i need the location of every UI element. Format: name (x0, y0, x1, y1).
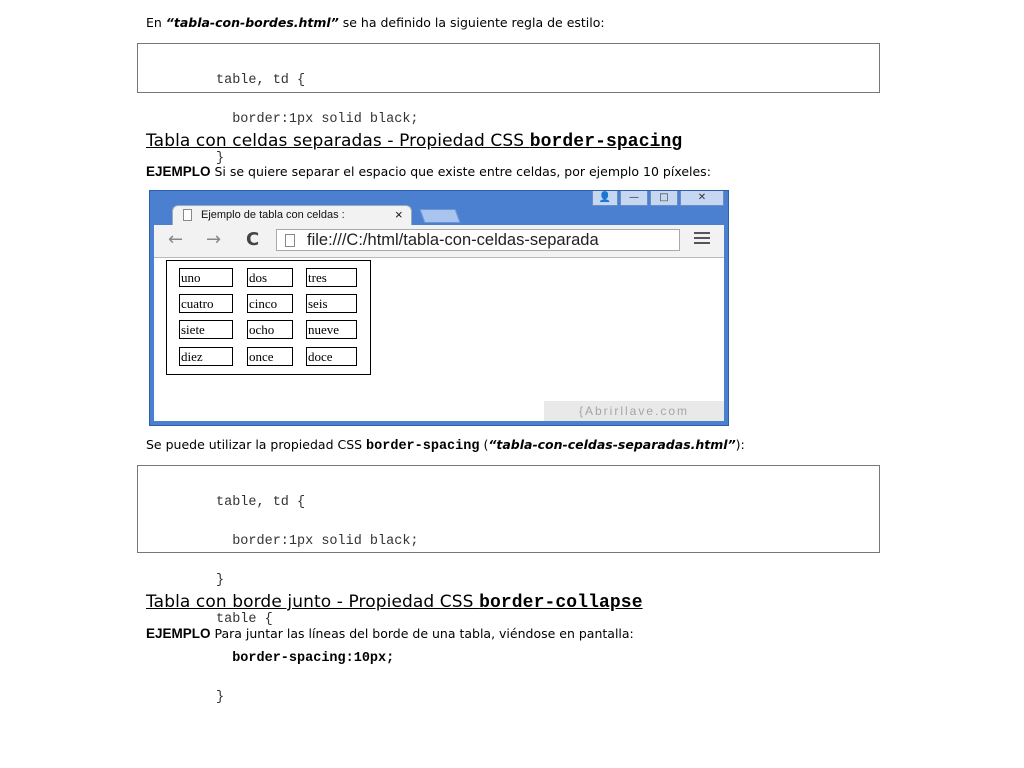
browser-tab[interactable] (172, 205, 412, 225)
code-line: table, td { (216, 495, 306, 510)
para-prefix: Se puede utilizar la propiedad CSS (146, 437, 367, 452)
table-cell: doce (306, 347, 357, 366)
intro-paragraph (146, 15, 605, 30)
code-line: border:1px solid black; (216, 112, 419, 127)
maximize-icon[interactable]: □ (650, 191, 678, 206)
menu-icon[interactable] (694, 232, 710, 247)
page-icon (183, 209, 192, 221)
watermark-logo: {Abrirllave.com (544, 401, 724, 421)
heading-text: Tabla con borde junto - Propiedad CSS (146, 592, 480, 612)
heading-code: border-spacing (529, 132, 683, 152)
table-cell: tres (306, 268, 357, 287)
table-cell: nueve (306, 320, 357, 339)
example-text: Si se quiere separar el espacio que existe entre celdas, por ejemplo 10 píxeles: (210, 164, 711, 179)
tab-close-icon[interactable]: × (395, 207, 403, 222)
browser-screenshot (149, 190, 729, 426)
forward-arrow-icon[interactable]: → (206, 229, 222, 250)
minimize-icon[interactable]: — (620, 191, 648, 206)
section-heading-border-spacing (146, 131, 682, 152)
table-cell: cinco (247, 294, 293, 313)
intro-prefix: En (146, 15, 166, 30)
para-middle: ( (479, 437, 489, 452)
table-cell: uno (179, 268, 233, 287)
table-cell: siete (179, 320, 233, 339)
para-code: border-spacing (366, 439, 480, 454)
table-cell: diez (179, 347, 233, 366)
code-line: border:1px solid black; (216, 534, 419, 549)
example-paragraph-collapse (146, 626, 634, 641)
spaced-table (166, 260, 371, 375)
window-controls (592, 191, 724, 209)
browser-toolbar (154, 225, 724, 258)
tab-title: Ejemplo de tabla con celdas : (201, 209, 345, 221)
page-icon (285, 234, 295, 247)
tab-strip (150, 191, 728, 225)
url-text: file:///C:/html/tabla-con-celdas-separada (307, 231, 599, 249)
reload-icon[interactable]: C (246, 229, 260, 250)
heading-text: Tabla con celdas separadas - Propiedad CSS (146, 131, 530, 151)
para-suffix: ): (735, 437, 745, 452)
table-cell: seis (306, 294, 357, 313)
browser-viewport (154, 258, 724, 421)
table-cell: once (247, 347, 293, 366)
example-text: Para juntar las líneas del borde de una tabla, viéndose en pantalla: (210, 626, 634, 641)
example-label: EJEMPLO (146, 626, 211, 641)
user-icon[interactable]: 👤 (592, 191, 618, 206)
code-line: } (216, 151, 225, 166)
example-label: EJEMPLO (146, 164, 211, 179)
para-filename: “tabla-con-celdas-separadas.html” (488, 437, 736, 452)
new-tab-button[interactable] (419, 209, 460, 223)
code-line: } (216, 690, 225, 705)
intro-suffix: se ha definido la siguiente regla de estilo: (338, 15, 605, 30)
code-line: } (216, 573, 225, 588)
intro-filename: “tabla-con-bordes.html” (165, 15, 339, 30)
section-heading-border-collapse (146, 592, 643, 613)
heading-code: border-collapse (479, 593, 643, 613)
spacing-paragraph (146, 437, 745, 454)
code-line-highlight: border-spacing:10px; (216, 651, 395, 666)
code-line: table { (216, 612, 273, 627)
address-bar[interactable] (276, 229, 680, 251)
close-window-icon[interactable]: ✕ (680, 191, 724, 206)
table-cell: dos (247, 268, 293, 287)
table-cell: ocho (247, 320, 293, 339)
example-paragraph-spacing (146, 164, 711, 179)
back-arrow-icon[interactable]: ← (168, 229, 184, 250)
code-line: table, td { (216, 73, 306, 88)
table-cell: cuatro (179, 294, 233, 313)
